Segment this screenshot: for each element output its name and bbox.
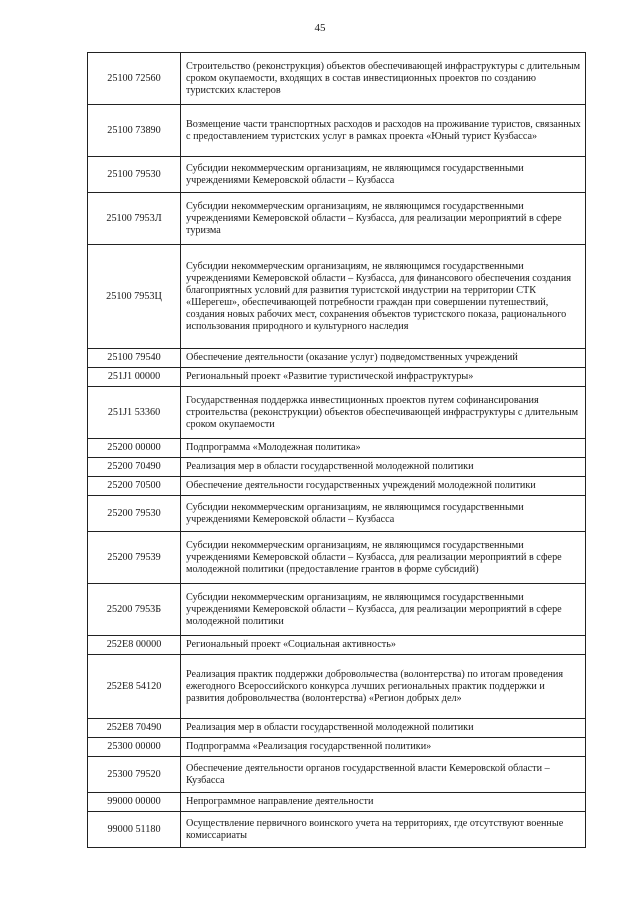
table-row	[88, 719, 586, 738]
description-cell: Подпрограмма «Молодежная политика»	[181, 439, 586, 458]
description-cell: Осуществление первичного воинского учета на территориях, где отсутствуют военные комиссариаты	[181, 812, 586, 848]
table-row	[88, 193, 586, 245]
code-cell: 25200 79530	[88, 496, 181, 532]
code-cell: 25100 7953Л	[88, 193, 181, 245]
table-row	[88, 636, 586, 655]
code-cell: 25200 70490	[88, 458, 181, 477]
code-cell: 251J1 00000	[88, 368, 181, 387]
description-cell: Возмещение части транспортных расходов и расходов на проживание туристов, связанных с предоставлением туристских услуг в рамках проекта «Юный турист Кузбасса»	[181, 105, 586, 157]
description-cell: Субсидии некоммерческим организациям, не являющимся государственными учреждениями Кемеровской области – Кузбасса, для финансового обеспечения создания благоприятных условий для развития туристской индустрии на территории СТК «Шерегеш», обеспечивающей потребности граждан при совершении путешествий, создания новых рабочих мест, сохранения объектов туристского показа, рационального использования природного и культурного наследия	[181, 245, 586, 349]
code-cell: 25100 73890	[88, 105, 181, 157]
description-cell: Обеспечение деятельности государственных учреждений молодежной политики	[181, 477, 586, 496]
code-cell: 25200 7953Б	[88, 584, 181, 636]
code-cell: 25300 79520	[88, 757, 181, 793]
code-cell: 25200 79539	[88, 532, 181, 584]
code-cell: 25100 79530	[88, 157, 181, 193]
code-cell: 25100 79540	[88, 349, 181, 368]
table-row	[88, 368, 586, 387]
table-row	[88, 793, 586, 812]
table-row	[88, 53, 586, 105]
table-row	[88, 245, 586, 349]
description-cell: Обеспечение деятельности (оказание услуг) подведомственных учреждений	[181, 349, 586, 368]
description-cell: Субсидии некоммерческим организациям, не являющимся государственными учреждениями Кемеровской области – Кузбасса, для реализации мероприятий в сфере молодежной политики (предоставление грантов в форме субсидий)	[181, 532, 586, 584]
table-row	[88, 157, 586, 193]
table-row	[88, 105, 586, 157]
table-row	[88, 387, 586, 439]
code-cell: 25100 7953Ц	[88, 245, 181, 349]
code-cell: 99000 51180	[88, 812, 181, 848]
table-row	[88, 757, 586, 793]
description-cell: Субсидии некоммерческим организациям, не являющимся государственными учреждениями Кемеровской области – Кузбасса	[181, 157, 586, 193]
code-cell: 25100 72560	[88, 53, 181, 105]
table-row	[88, 655, 586, 719]
page-number: 45	[314, 22, 326, 34]
code-cell: 25200 00000	[88, 439, 181, 458]
description-cell: Региональный проект «Социальная активность»	[181, 636, 586, 655]
description-cell: Подпрограмма «Реализация государственной политики»	[181, 738, 586, 757]
code-cell: 99000 00000	[88, 793, 181, 812]
table-row	[88, 812, 586, 848]
code-cell: 251J1 53360	[88, 387, 181, 439]
description-cell: Непрограммное направление деятельности	[181, 793, 586, 812]
table-row	[88, 439, 586, 458]
table-row	[88, 584, 586, 636]
code-cell: 25200 70500	[88, 477, 181, 496]
table-row	[88, 458, 586, 477]
description-cell: Региональный проект «Развитие туристической инфраструктуры»	[181, 368, 586, 387]
code-cell: 25300 00000	[88, 738, 181, 757]
budget-codes-table	[87, 52, 586, 848]
code-cell: 252E8 54120	[88, 655, 181, 719]
description-cell: Обеспечение деятельности органов государственной власти Кемеровской области – Кузбасса	[181, 757, 586, 793]
description-cell: Субсидии некоммерческим организациям, не являющимся государственными учреждениями Кемеровской области – Кузбасса, для реализации мероприятий в сфере туризма	[181, 193, 586, 245]
description-cell: Реализация практик поддержки добровольчества (волонтерства) по итогам проведения ежегодного Всероссийского конкурса лучших региональных практик поддержки и развития добровольчества (волонтерства) «Регион добрых дел»	[181, 655, 586, 719]
description-cell: Субсидии некоммерческим организациям, не являющимся государственными учреждениями Кемеровской области – Кузбасса, для реализации мероприятий в сфере молодежной политики	[181, 584, 586, 636]
table-row	[88, 349, 586, 368]
description-cell: Реализация мер в области государственной молодежной политики	[181, 458, 586, 477]
table-row	[88, 477, 586, 496]
code-cell: 252E8 70490	[88, 719, 181, 738]
code-cell: 252E8 00000	[88, 636, 181, 655]
description-cell: Государственная поддержка инвестиционных проектов путем софинансирования строительства (реконструкции) объектов обеспечивающей инфраструктуры с длительным сроком окупаемости	[181, 387, 586, 439]
table-row	[88, 532, 586, 584]
table-row	[88, 738, 586, 757]
description-cell: Реализация мер в области государственной молодежной политики	[181, 719, 586, 738]
table-row	[88, 496, 586, 532]
description-cell: Строительство (реконструкция) объектов обеспечивающей инфраструктуры с длительным сроком окупаемости, входящих в состав инвестиционных проектов по созданию туристских кластеров	[181, 53, 586, 105]
description-cell: Субсидии некоммерческим организациям, не являющимся государственными учреждениями Кемеровской области – Кузбасса	[181, 496, 586, 532]
